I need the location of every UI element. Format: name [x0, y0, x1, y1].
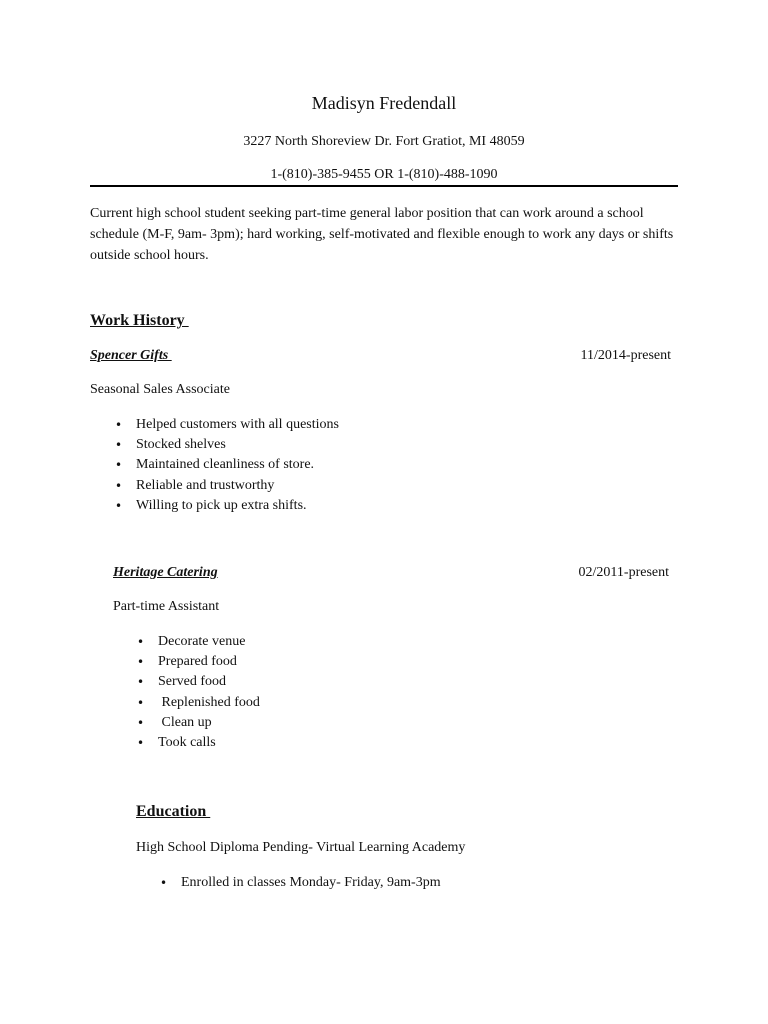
list-item: • Stocked shelves [114, 435, 339, 455]
list-item: • Replenished food [136, 693, 260, 713]
job-employer: Heritage Catering [113, 565, 218, 580]
education-details-list [159, 873, 441, 893]
job-employer: Spencer Gifts [90, 348, 172, 363]
list-item: • Decorate venue [136, 632, 260, 652]
job-duties-list [114, 415, 339, 516]
list-item: • Willing to pick up extra shifts. [114, 496, 339, 516]
list-item: • Clean up [136, 713, 260, 733]
applicant-name: Madisyn Fredendall [311, 93, 457, 113]
list-item: • Took calls [136, 733, 260, 753]
education-entry: High School Diploma Pending- Virtual Learning Academy [136, 840, 466, 855]
list-item: • Served food [136, 672, 260, 692]
education-heading: Education [136, 803, 211, 820]
list-item: • Enrolled in classes Monday- Friday, 9am-3pm [159, 873, 441, 893]
list-item: • Helped customers with all questions [114, 415, 339, 435]
phone-numbers: 1-(810)-385-9455 OR 1-(810)-488-1090 [270, 167, 498, 182]
work-history-heading: Work History [90, 312, 189, 329]
job-role: Seasonal Sales Associate [90, 382, 230, 397]
objective-statement: Current high school student seeking part-time general labor position that can work around a school schedule (M-F, 9am- 3pm); hard working, self-motivated and flexible enough to work any days or shifts outside school hours. [90, 206, 674, 263]
list-item: • Maintained cleanliness of store. [114, 455, 339, 475]
address: 3227 North Shoreview Dr. Fort Gratiot, MI 48059 [243, 134, 525, 149]
job-dates: 11/2014-present [580, 348, 671, 363]
job-duties-list [136, 632, 260, 753]
list-item: • Prepared food [136, 652, 260, 672]
job-dates: 02/2011-present [578, 565, 669, 580]
job-role: Part-time Assistant [113, 599, 220, 614]
header-divider [90, 185, 678, 187]
list-item: • Reliable and trustworthy [114, 476, 339, 496]
